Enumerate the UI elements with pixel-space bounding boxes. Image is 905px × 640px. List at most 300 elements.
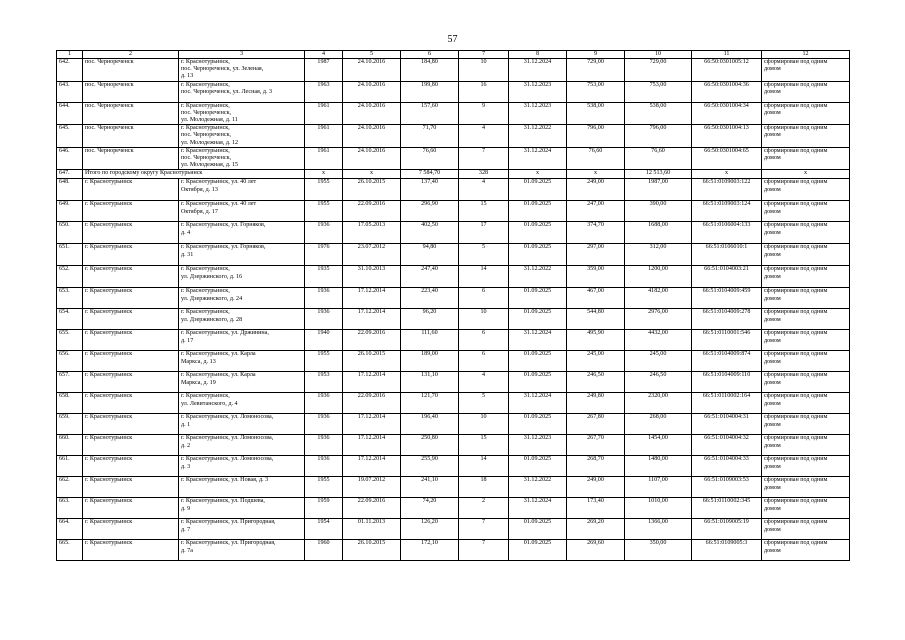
table-cell: 17.12.2014 — [343, 288, 401, 309]
table-cell: 1936 — [305, 414, 343, 435]
table-cell: 126,20 — [401, 519, 459, 540]
table-cell: 1960 — [305, 540, 343, 561]
table-cell: г. Краснотурьинск — [83, 288, 179, 309]
column-number: 8 — [509, 51, 567, 59]
table-cell: 1976 — [305, 244, 343, 266]
table-cell: г. Краснотурьинск, ул. Горняков, д. 4 — [179, 222, 305, 244]
table-cell: 01.09.2025 — [509, 456, 567, 477]
table-cell: 66:51:0109003:53 — [692, 477, 762, 498]
table-cell: 10 — [459, 309, 509, 330]
table-cell: 1955 — [305, 351, 343, 372]
table-row — [57, 477, 850, 498]
table-cell: 31.12.2022 — [509, 125, 567, 148]
table-cell: 66:50:0301004:13 — [692, 125, 762, 148]
table-cell: 648. — [57, 179, 83, 201]
column-number: 1 — [57, 51, 83, 59]
table-cell: 76,60 — [625, 147, 692, 170]
table-cell: сформирован под одним домом — [762, 351, 850, 372]
table-cell: 01.09.2025 — [509, 309, 567, 330]
table-cell: 66:51:0104009:110 — [692, 372, 762, 393]
table-cell: 66:50:0301004:65 — [692, 147, 762, 170]
table-cell: г. Краснотурьинск — [83, 372, 179, 393]
table-cell: 66:51:0104003:21 — [692, 266, 762, 288]
table-cell: 66:51:0104004:32 — [692, 435, 762, 456]
table-cell: 15 — [459, 201, 509, 222]
table-cell: 1961 — [305, 125, 343, 148]
table-cell: г. Краснотурьинск, ул. Пригородная, д. 7а — [179, 540, 305, 561]
table-cell: 1936 — [305, 288, 343, 309]
table-cell: 653. — [57, 288, 83, 309]
table-cell: 4432,00 — [625, 330, 692, 351]
table-cell: 31.12.2023 — [509, 81, 567, 102]
table-cell: 654. — [57, 309, 83, 330]
table-cell: 249,80 — [567, 393, 625, 414]
table-cell: сформирован под одним домом — [762, 456, 850, 477]
table-cell: 196,40 — [401, 414, 459, 435]
table-row — [57, 59, 850, 82]
table-cell: 4182,00 — [625, 288, 692, 309]
table-cell: 66:51:0109003:124 — [692, 201, 762, 222]
table-cell: 729,00 — [567, 59, 625, 82]
table-cell: 643. — [57, 81, 83, 102]
table-cell: 66:51:0109003:122 — [692, 179, 762, 201]
table-cell: 297,00 — [567, 244, 625, 266]
table-cell: 10 — [459, 59, 509, 82]
table-cell: 66:51:0104004:31 — [692, 414, 762, 435]
column-number: 6 — [401, 51, 459, 59]
table-cell: 1954 — [305, 519, 343, 540]
table-cell: г. Краснотурьинск, пос. Чернореченск, ул. Лесная, д. 3 — [179, 81, 305, 102]
table-cell: 402,50 — [401, 222, 459, 244]
table-cell: 10 — [459, 414, 509, 435]
table-cell: 66:51:0104009:278 — [692, 309, 762, 330]
column-number: 7 — [459, 51, 509, 59]
table-cell: 6 — [459, 351, 509, 372]
table-cell: 544,80 — [567, 309, 625, 330]
table-row — [57, 435, 850, 456]
table-cell: 01.09.2025 — [509, 372, 567, 393]
table-cell: 5 — [459, 393, 509, 414]
table-cell: 245,00 — [567, 351, 625, 372]
table-cell: 24.10.2016 — [343, 81, 401, 102]
table-cell: сформирован под одним домом — [762, 498, 850, 519]
table-cell: 649. — [57, 201, 83, 222]
page-number: 57 — [447, 34, 458, 45]
table-cell: 645. — [57, 125, 83, 148]
table-cell: 4 — [459, 125, 509, 148]
housing-register-table — [56, 50, 850, 561]
column-number: 2 — [83, 51, 179, 59]
table-cell: 1200,00 — [625, 266, 692, 288]
table-row — [57, 125, 850, 148]
table-cell: 659. — [57, 414, 83, 435]
table-cell: 7 — [459, 147, 509, 170]
table-row — [57, 244, 850, 266]
table-cell: 467,00 — [567, 288, 625, 309]
table-cell: 652. — [57, 266, 83, 288]
table-cell: 655. — [57, 330, 83, 351]
table-cell: 31.10.2013 — [343, 266, 401, 288]
table-cell: г. Краснотурьинск, ул. Пригородная, д. 7 — [179, 519, 305, 540]
column-number-row — [57, 51, 850, 59]
table-cell: 296,90 — [401, 201, 459, 222]
table-cell: 1936 — [305, 393, 343, 414]
table-cell: 94,80 — [401, 244, 459, 266]
total-cell: х — [762, 170, 850, 179]
table-cell: г. Краснотурьинск — [83, 435, 179, 456]
total-cell: 12 513,60 — [625, 170, 692, 179]
table-cell: сформирован под одним домом — [762, 125, 850, 148]
table-cell: 31.12.2024 — [509, 330, 567, 351]
table-cell: 16 — [459, 81, 509, 102]
table-cell: г. Краснотурьинск — [83, 393, 179, 414]
table-cell: г. Краснотурьинск — [83, 222, 179, 244]
table-cell: 1955 — [305, 179, 343, 201]
table-cell: г. Краснотурьинск — [83, 477, 179, 498]
table-cell: 66:51:0106004:133 — [692, 222, 762, 244]
table-cell: 189,00 — [401, 351, 459, 372]
table-cell: 241,10 — [401, 477, 459, 498]
table-cell: 18 — [459, 477, 509, 498]
table-cell: г. Краснотурьинск, ул. Ломоносова, д. 2 — [179, 435, 305, 456]
table-cell: 662. — [57, 477, 83, 498]
table-cell: 1480,00 — [625, 456, 692, 477]
table-row — [57, 519, 850, 540]
table-cell: 01.09.2025 — [509, 414, 567, 435]
table-cell: 66:51:0110002:345 — [692, 498, 762, 519]
table-cell: сформирован под одним домом — [762, 477, 850, 498]
table-row — [57, 372, 850, 393]
table-cell: 173,40 — [567, 498, 625, 519]
table-cell: 350,00 — [625, 540, 692, 561]
table-cell: 1963 — [305, 81, 343, 102]
table-cell: 01.11.2013 — [343, 519, 401, 540]
table-cell: 15 — [459, 435, 509, 456]
total-cell: х — [305, 170, 343, 179]
table-cell: 656. — [57, 351, 83, 372]
table-cell: сформирован под одним домом — [762, 266, 850, 288]
table-cell: г. Краснотурьинск, пос. Чернореченск, ул. Зеленая, д. 13 — [179, 59, 305, 82]
table-cell: 66:51:0109005:19 — [692, 519, 762, 540]
table-cell: 495,90 — [567, 330, 625, 351]
table-cell: 111,60 — [401, 330, 459, 351]
table-cell: 538,00 — [567, 102, 625, 125]
table-cell: 22.09.2016 — [343, 393, 401, 414]
table-cell: 74,20 — [401, 498, 459, 519]
table-cell: сформирован под одним домом — [762, 393, 850, 414]
table-cell: 246,50 — [625, 372, 692, 393]
table-cell: 24.10.2016 — [343, 147, 401, 170]
table-cell: 1688,00 — [625, 222, 692, 244]
table-cell: 7 — [459, 519, 509, 540]
table-cell: г. Краснотурьинск, пос. Чернореченск, ул. Молодежная, д. 12 — [179, 125, 305, 148]
table-cell: 26.10.2015 — [343, 179, 401, 201]
table-cell: 172,10 — [401, 540, 459, 561]
table-row — [57, 179, 850, 201]
column-number: 5 — [343, 51, 401, 59]
table-cell: 246,50 — [567, 372, 625, 393]
table-cell: 76,60 — [401, 147, 459, 170]
table-cell: пос. Чернореченск — [83, 125, 179, 148]
table-cell: 17.12.2014 — [343, 372, 401, 393]
table-row — [57, 414, 850, 435]
table-cell: 66:51:0110001:546 — [692, 330, 762, 351]
table-cell: 247,00 — [567, 201, 625, 222]
table-cell: 1936 — [305, 222, 343, 244]
table-cell: 249,00 — [567, 179, 625, 201]
table-cell: 22.09.2016 — [343, 498, 401, 519]
table-cell: 19.07.2012 — [343, 477, 401, 498]
total-row-number: 647. — [57, 170, 83, 179]
table-cell: г. Краснотурьинск — [83, 456, 179, 477]
table-cell: пос. Чернореченск — [83, 147, 179, 170]
table-cell: сформирован под одним домом — [762, 435, 850, 456]
table-row — [57, 498, 850, 519]
table-cell: 01.09.2025 — [509, 288, 567, 309]
table-cell: 17.05.2013 — [343, 222, 401, 244]
table-cell: 1955 — [305, 477, 343, 498]
table-cell: г. Краснотурьинск, ул. Ломоносова, д. 3 — [179, 456, 305, 477]
table-cell: г. Краснотурьинск, ул. Карла Маркса, д. 13 — [179, 351, 305, 372]
table-cell: 646. — [57, 147, 83, 170]
table-cell: сформирован под одним домом — [762, 414, 850, 435]
table-cell: 199,80 — [401, 81, 459, 102]
table-cell: г. Краснотурьинск — [83, 519, 179, 540]
table-cell: 4 — [459, 179, 509, 201]
table-cell: 374,70 — [567, 222, 625, 244]
table-cell: 66:51:0106010:1 — [692, 244, 762, 266]
table-cell: 76,60 — [567, 147, 625, 170]
table-cell: 6 — [459, 330, 509, 351]
table-cell: 250,80 — [401, 435, 459, 456]
total-cell: х — [509, 170, 567, 179]
table-cell: 5 — [459, 244, 509, 266]
table-cell: 223,40 — [401, 288, 459, 309]
table-cell: г. Краснотурьинск, ул. Дзержинского, д. 24 — [179, 288, 305, 309]
table-cell: 269,20 — [567, 519, 625, 540]
table-cell: 137,40 — [401, 179, 459, 201]
table-cell: сформирован под одним домом — [762, 201, 850, 222]
table-cell: пос. Чернореченск — [83, 81, 179, 102]
table-cell: 1010,00 — [625, 498, 692, 519]
table-cell: г. Краснотурьинск, ул. Карла Маркса, д. 19 — [179, 372, 305, 393]
table-cell: г. Краснотурьинск, пос. Чернореченск, ул. Молодежная, д. 15 — [179, 147, 305, 170]
table-cell: сформирован под одним домом — [762, 179, 850, 201]
table-cell: 26.10.2015 — [343, 351, 401, 372]
table-cell: г. Краснотурьинск — [83, 266, 179, 288]
table-cell: сформирован под одним домом — [762, 222, 850, 244]
table-row — [57, 456, 850, 477]
table-cell: 1987 — [305, 59, 343, 82]
table-cell: г. Краснотурьинск — [83, 330, 179, 351]
table-cell: г. Краснотурьинск — [83, 179, 179, 201]
table-cell: 31.12.2024 — [509, 59, 567, 82]
table-cell: 1953 — [305, 372, 343, 393]
table-cell: 312,00 — [625, 244, 692, 266]
table-cell: 2 — [459, 498, 509, 519]
table-cell: 663. — [57, 498, 83, 519]
table-cell: 1366,00 — [625, 519, 692, 540]
table-cell: 01.09.2025 — [509, 222, 567, 244]
table-row — [57, 147, 850, 170]
total-label: Итого по городскому округу Краснотурьинск — [83, 170, 305, 179]
table-cell: 23.07.2012 — [343, 244, 401, 266]
total-cell: х — [343, 170, 401, 179]
table-cell: 7 — [459, 540, 509, 561]
table-cell: г. Краснотурьинск, ул. Држинина, д. 17 — [179, 330, 305, 351]
table-cell: 796,00 — [567, 125, 625, 148]
table-cell: 2320,00 — [625, 393, 692, 414]
table-cell: 6 — [459, 288, 509, 309]
table-cell: 661. — [57, 456, 83, 477]
table-cell: 01.09.2025 — [509, 351, 567, 372]
table-cell: г. Краснотурьинск, ул. Левитанского, д. 4 — [179, 393, 305, 414]
table-cell: 31.12.2022 — [509, 477, 567, 498]
table-cell: 66:51:0104004:33 — [692, 456, 762, 477]
table-cell: 1955 — [305, 201, 343, 222]
table-cell: 2976,00 — [625, 309, 692, 330]
table-cell: 184,80 — [401, 59, 459, 82]
table-row — [57, 351, 850, 372]
total-cell: 7 584,70 — [401, 170, 459, 179]
table-cell: г. Краснотурьинск, ул. 40 лет Октября, д. 13 — [179, 179, 305, 201]
table-cell: сформирован под одним домом — [762, 102, 850, 125]
table-cell: 22.09.2016 — [343, 330, 401, 351]
column-number: 9 — [567, 51, 625, 59]
table-cell: 660. — [57, 435, 83, 456]
table-row — [57, 288, 850, 309]
table-cell: г. Краснотурьинск, пос. Чернореченск, ул. Молодежная, д. 11 — [179, 102, 305, 125]
table-cell: 26.10.2015 — [343, 540, 401, 561]
table-cell: 651. — [57, 244, 83, 266]
table-cell: сформирован под одним домом — [762, 244, 850, 266]
table-cell: сформирован под одним домом — [762, 288, 850, 309]
table-cell: г. Краснотурьинск — [83, 309, 179, 330]
table-cell: сформирован под одним домом — [762, 81, 850, 102]
table-cell: 269,60 — [567, 540, 625, 561]
table-cell: 729,00 — [625, 59, 692, 82]
table-cell: 66:51:0104009:459 — [692, 288, 762, 309]
table-cell: г. Краснотурьинск — [83, 498, 179, 519]
table-cell: 17.12.2014 — [343, 414, 401, 435]
table-cell: 1935 — [305, 266, 343, 288]
table-cell: 1107,00 — [625, 477, 692, 498]
table-cell: 157,60 — [401, 102, 459, 125]
table-cell: г. Краснотурьинск — [83, 414, 179, 435]
table-cell: 66:51:0110002:164 — [692, 393, 762, 414]
table-cell: 1936 — [305, 309, 343, 330]
table-cell: 01.09.2025 — [509, 179, 567, 201]
table-cell: г. Краснотурьинск — [83, 540, 179, 561]
table-cell: сформирован под одним домом — [762, 372, 850, 393]
table-cell: 24.10.2016 — [343, 59, 401, 82]
table-cell: 131,10 — [401, 372, 459, 393]
table-cell: 538,00 — [625, 102, 692, 125]
table-cell: 66:51:0109005:3 — [692, 540, 762, 561]
table-cell: 31.12.2023 — [509, 435, 567, 456]
table-cell: 96,20 — [401, 309, 459, 330]
table-cell: 24.10.2016 — [343, 125, 401, 148]
table-cell: 17.12.2014 — [343, 456, 401, 477]
table-cell: 390,00 — [625, 201, 692, 222]
table-cell: 4 — [459, 372, 509, 393]
table-cell: сформирован под одним домом — [762, 59, 850, 82]
table-cell: г. Краснотурьинск, ул. Горняков, д. 31 — [179, 244, 305, 266]
table-cell: сформирован под одним домом — [762, 519, 850, 540]
table-cell: 17 — [459, 222, 509, 244]
table-cell: 66:51:0104009:874 — [692, 351, 762, 372]
table-cell: г. Краснотурьинск, ул. Дзержинского, д. 28 — [179, 309, 305, 330]
table-row — [57, 201, 850, 222]
total-row — [57, 170, 850, 179]
table-cell: 31.12.2022 — [509, 266, 567, 288]
table-cell: 66:50:0301004:34 — [692, 102, 762, 125]
table-cell: 245,00 — [625, 351, 692, 372]
table-cell: 267,80 — [567, 414, 625, 435]
column-number: 3 — [179, 51, 305, 59]
table-cell: 1936 — [305, 435, 343, 456]
table-cell: 31.12.2024 — [509, 147, 567, 170]
table-row — [57, 330, 850, 351]
table-cell: сформирован под одним домом — [762, 309, 850, 330]
total-cell: 328 — [459, 170, 509, 179]
table-cell: 249,00 — [567, 477, 625, 498]
total-cell: х — [692, 170, 762, 179]
table-cell: 644. — [57, 102, 83, 125]
table-cell: г. Краснотурьинск, ул. Дзержинского, д. 16 — [179, 266, 305, 288]
table-cell: 268,70 — [567, 456, 625, 477]
column-number: 11 — [692, 51, 762, 59]
table-cell: 22.09.2016 — [343, 201, 401, 222]
table-row — [57, 309, 850, 330]
table-cell: 1940 — [305, 330, 343, 351]
table-cell: 31.12.2024 — [509, 498, 567, 519]
table-cell: 1454,00 — [625, 435, 692, 456]
table-cell: 642. — [57, 59, 83, 82]
table-cell: 267,70 — [567, 435, 625, 456]
table-cell: 1961 — [305, 102, 343, 125]
table-body — [57, 51, 850, 561]
table-row — [57, 266, 850, 288]
table-cell: 121,70 — [401, 393, 459, 414]
table-cell: 247,40 — [401, 266, 459, 288]
table-cell: 665. — [57, 540, 83, 561]
table-cell: 753,00 — [625, 81, 692, 102]
table-cell: 31.12.2023 — [509, 102, 567, 125]
column-number: 10 — [625, 51, 692, 59]
table-cell: г. Краснотурьинск, ул. Ломоносова, д. 1 — [179, 414, 305, 435]
table-row — [57, 102, 850, 125]
table-cell: сформирован под одним домом — [762, 540, 850, 561]
table-cell: 01.09.2025 — [509, 540, 567, 561]
table-cell: сформирован под одним домом — [762, 147, 850, 170]
table-cell: 66:50:0301005:12 — [692, 59, 762, 82]
table-cell: 268,00 — [625, 414, 692, 435]
table-cell: г. Краснотурьинск, ул. Подшева, д. 9 — [179, 498, 305, 519]
column-number: 12 — [762, 51, 850, 59]
table-cell: 1987,00 — [625, 179, 692, 201]
table-cell: пос. Чернореченск — [83, 59, 179, 82]
table-cell: 14 — [459, 456, 509, 477]
table-cell: 31.12.2024 — [509, 393, 567, 414]
table-row — [57, 81, 850, 102]
table-cell: г. Краснотурьинск — [83, 201, 179, 222]
table-cell: г. Краснотурьинск — [83, 351, 179, 372]
table-cell: 17.12.2014 — [343, 309, 401, 330]
total-cell: х — [567, 170, 625, 179]
table-cell: 1936 — [305, 456, 343, 477]
table-cell: г. Краснотурьинск — [83, 244, 179, 266]
